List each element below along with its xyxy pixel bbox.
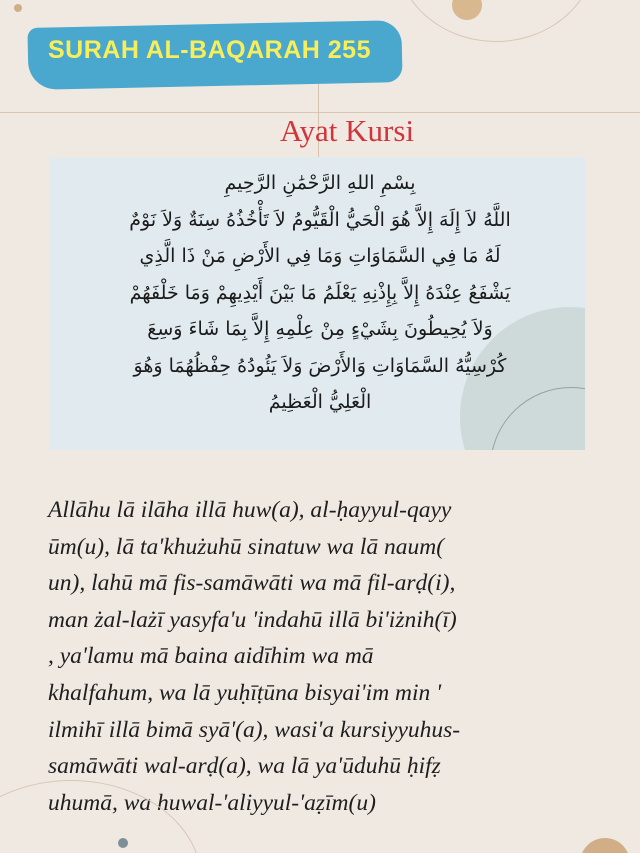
decorative-arc — [395, 0, 597, 42]
transliteration-line: khalfahum, wa lā yuḥīṭūna bisyai'im min ' — [48, 679, 442, 706]
decorative-dot — [118, 838, 128, 848]
subtitle: Ayat Kursi — [280, 113, 415, 148]
transliteration-line: samāwāti wal-arḍ(a), wa lā ya'ūduhū ḥifẓ — [48, 753, 441, 780]
page-title: SURAH AL-BAQARAH 255 — [48, 36, 371, 64]
transliteration-line: uhumā, wa huwal-'aliyyul-'aẓīm(u) — [48, 789, 376, 816]
transliteration-text — [48, 492, 608, 821]
arabic-line: وَلاَ يُحِيطُونَ بِشَيْءٍ مِنْ عِلْمِهِ إِلاَّ بِمَا شَاءَ وَسِعَ — [147, 318, 493, 340]
arabic-line: كُرْسِيُّهُ السَّمَاوَاتِ وَالأَرْضَ وَلاَ يَئُودُهُ حِفْظُهُمَا وَهُوَ — [133, 354, 507, 377]
decorative-dot — [14, 4, 22, 12]
transliteration-line: Allāhu lā ilāha illā huw(a), al-ḥayyul-qayy — [48, 497, 452, 523]
decorative-dot — [580, 838, 630, 853]
transliteration-line: ūm(u), lā ta'khużuhū sinatuw wa lā naum( — [48, 533, 445, 560]
transliteration-line: un), lahū mā fis-samāwāti wa mā fil-arḍ(i), — [48, 570, 456, 597]
transliteration-line: ilmihī illā bimā syā'(a), wasi'a kursiyyuhus- — [48, 716, 461, 743]
arabic-line: الْعَلِيُّ الْعَظِيمُ — [268, 391, 372, 413]
transliteration-line: man żal-lażī yasyfa'u 'indahū illā bi'iżnih(ī) — [48, 606, 457, 633]
arabic-text — [60, 165, 580, 421]
arabic-line: لَهُ مَا فِي السَّمَاوَاتِ وَمَا فِي الأَرْضِ مَنْ ذَا الَّذِي — [139, 245, 501, 267]
transliteration-line: , ya'lamu mā baina aidīhim wa mā — [48, 643, 374, 670]
arabic-line: يَشْفَعُ عِنْدَهُ إِلاَّ بِإِذْنِهِ يَعْلَمُ مَا بَيْنَ أَيْدِيهِمْ وَمَا خَلْفَهُمْ — [129, 281, 511, 304]
arabic-line: بِسْمِ اللهِ الرَّحْمَٰنِ الرَّحِيمِ — [224, 172, 416, 194]
arabic-line: اللَّهُ لاَ إِلَهَ إِلاَّ هُوَ الْحَيُّ الْقَيُّومُ لاَ تَأْخُذُهُ سِنَةٌ وَلاَ نَوْمٌ — [129, 208, 511, 231]
